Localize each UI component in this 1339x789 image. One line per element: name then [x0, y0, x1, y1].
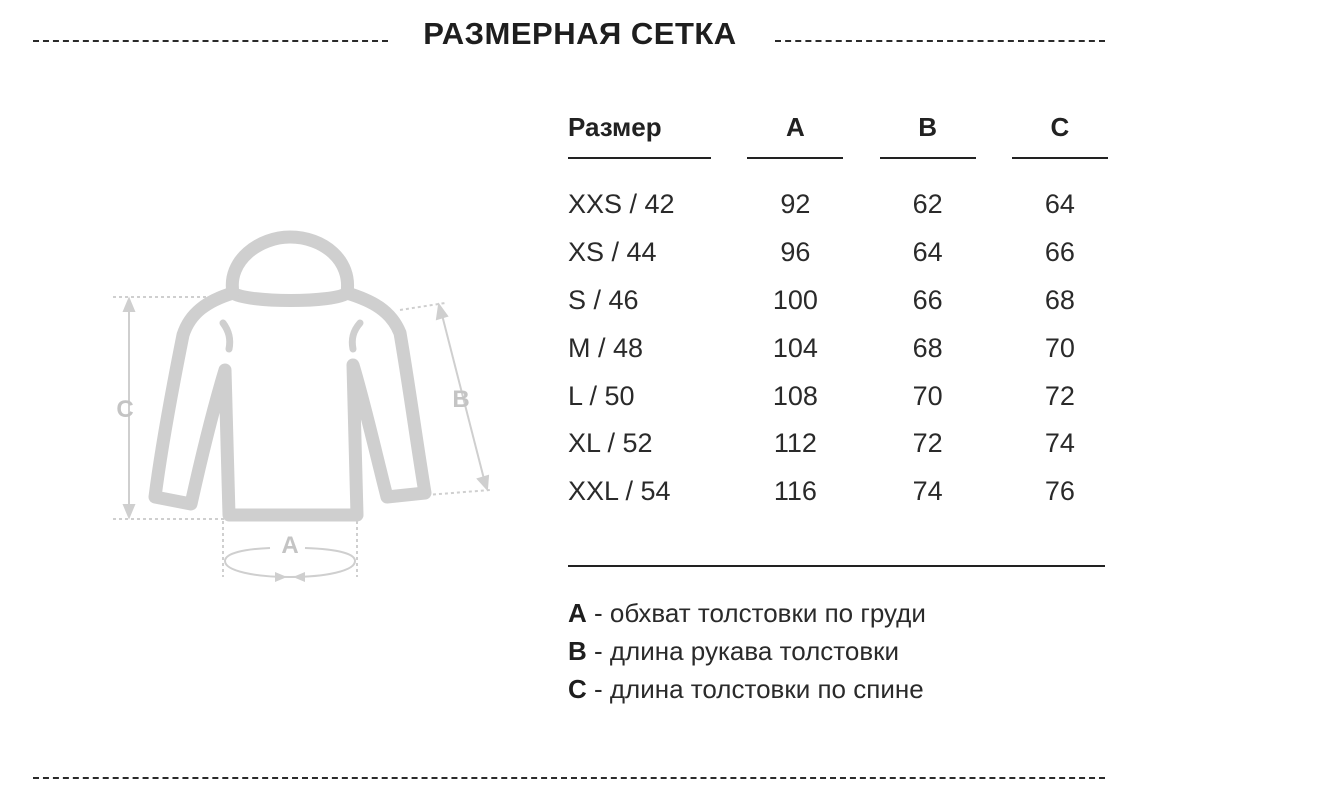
- table-row: [568, 420, 1108, 468]
- table-row: [568, 181, 1108, 229]
- cell-a: 108: [772, 380, 818, 411]
- cell-c: 66: [1044, 237, 1075, 268]
- header-divider-left: [33, 40, 388, 42]
- cell-b: 74: [912, 476, 943, 507]
- cell-a: 104: [772, 332, 818, 363]
- cell-c: 70: [1044, 332, 1075, 363]
- header-divider-right: [775, 40, 1105, 42]
- legend: [568, 594, 926, 708]
- hoodie-outline: [155, 293, 425, 515]
- cell-a: 100: [772, 284, 818, 315]
- cell-size: M / 48: [568, 332, 644, 363]
- header-size: Размер: [568, 112, 711, 173]
- table-row: [568, 468, 1108, 516]
- cell-c: 74: [1044, 428, 1075, 459]
- table-bottom-rule: [568, 565, 1105, 567]
- cell-b: 66: [912, 284, 943, 315]
- label-a: A: [281, 532, 299, 559]
- table-row: [568, 229, 1108, 277]
- cell-size: XS / 44: [568, 237, 657, 268]
- cell-c: 64: [1044, 189, 1075, 220]
- b-guide-bottom: [427, 490, 490, 495]
- a-arrow-front: [225, 548, 290, 577]
- hoodie-diagram: [95, 215, 515, 595]
- hood-outline: [232, 237, 347, 301]
- label-c: C: [116, 396, 134, 423]
- cell-c: 76: [1044, 476, 1075, 507]
- cell-a: 116: [773, 476, 817, 507]
- table-row: [568, 277, 1108, 325]
- cell-size: XXS / 42: [568, 189, 675, 220]
- cell-c: 68: [1044, 284, 1075, 315]
- table-row: [568, 173, 1108, 181]
- armhole-right: [352, 323, 360, 349]
- table-row: [568, 324, 1108, 372]
- cell-b: 70: [912, 380, 943, 411]
- cell-a: 96: [780, 237, 811, 268]
- label-b: B: [452, 386, 470, 413]
- cell-b: 72: [912, 428, 943, 459]
- table-row: [568, 372, 1108, 420]
- legend-item-b: B - длина рукава толстовки: [568, 636, 900, 666]
- cell-b: 62: [912, 189, 943, 220]
- header-b: B: [880, 112, 976, 173]
- table-header-row: [568, 112, 1108, 173]
- cell-b: 68: [912, 332, 943, 363]
- legend-item-a: A - обхват толстовки по груди: [568, 598, 926, 628]
- cell-size: S / 46: [568, 284, 639, 315]
- header-c: C: [1012, 112, 1108, 173]
- cell-c: 72: [1044, 380, 1075, 411]
- cell-size: L / 50: [568, 380, 635, 411]
- size-table: [568, 112, 1108, 516]
- cell-size: XL / 52: [568, 428, 653, 459]
- footer-divider: [33, 777, 1105, 779]
- a-arrow-back: [290, 548, 355, 577]
- header-a: A: [747, 112, 843, 173]
- page-title: РАЗМЕРНАЯ СЕТКА: [423, 16, 737, 51]
- cell-b: 64: [912, 237, 943, 268]
- armhole-left: [223, 323, 230, 349]
- legend-item-c: C - длина толстовки по спине: [568, 674, 924, 704]
- cell-a: 92: [780, 189, 811, 220]
- cell-a: 112: [773, 428, 817, 459]
- cell-size: XXL / 54: [568, 476, 671, 507]
